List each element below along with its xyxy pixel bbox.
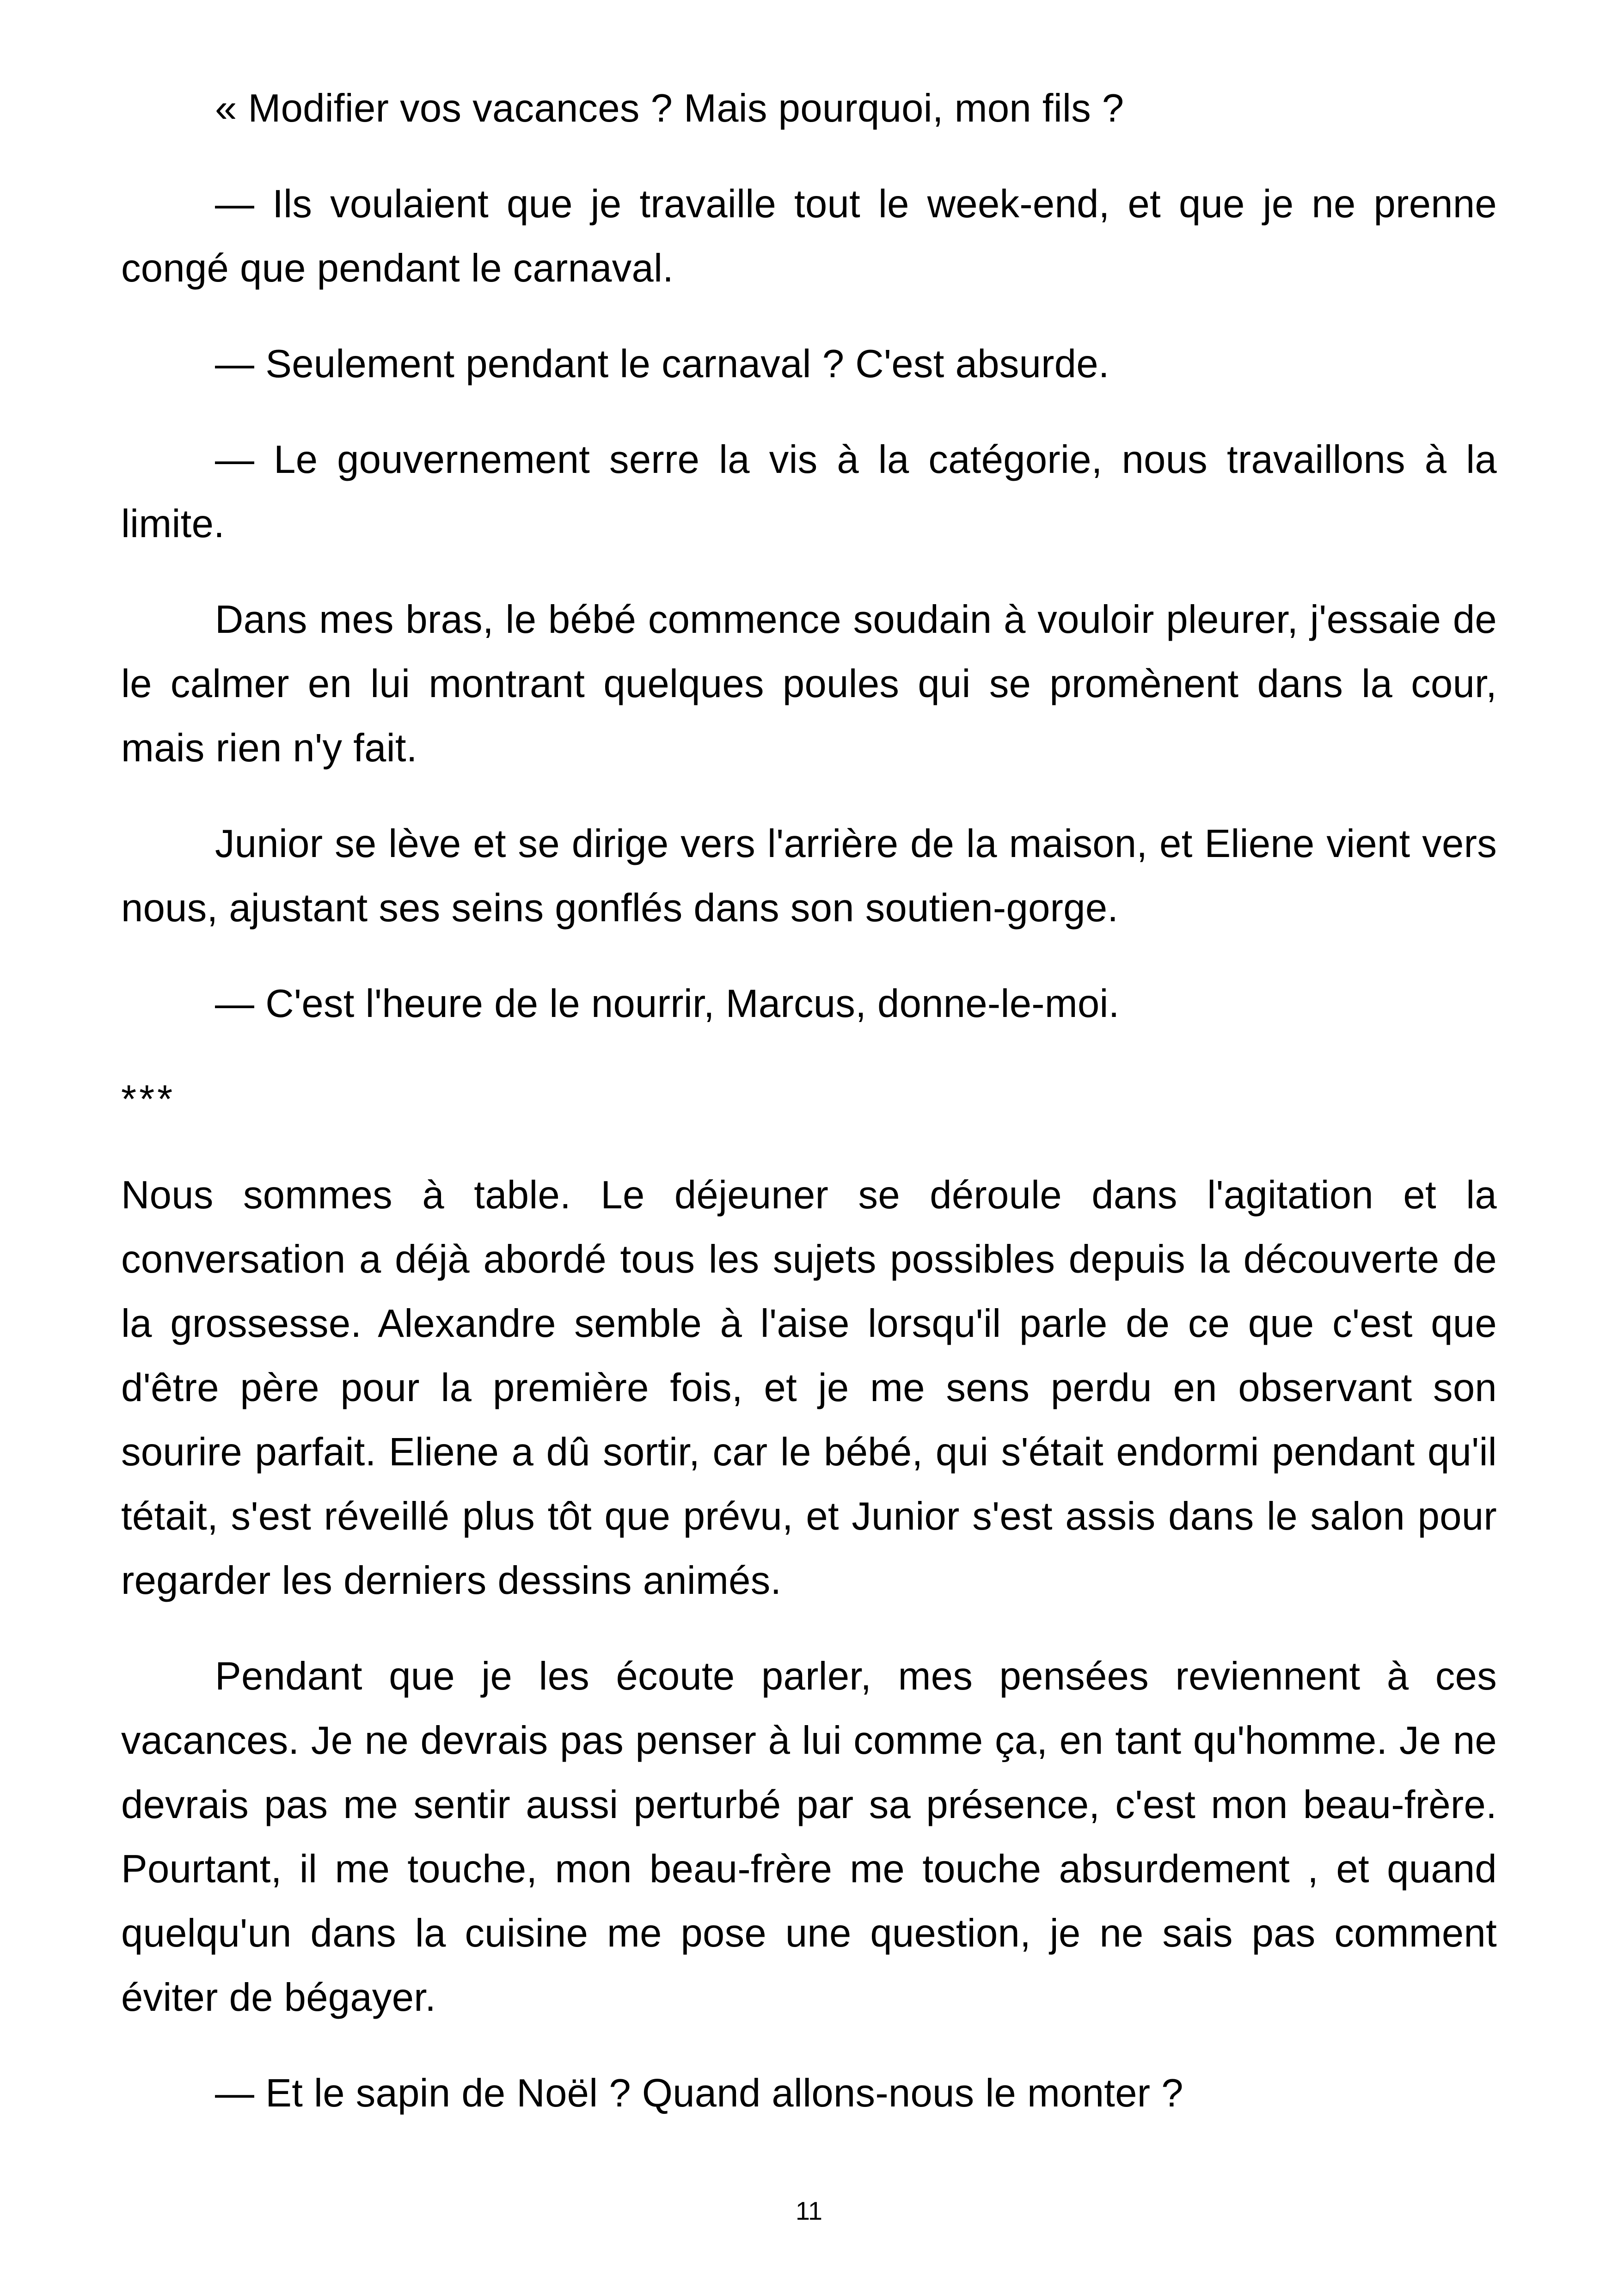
- scene-separator: ***: [121, 1078, 176, 1121]
- document-body: [121, 76, 1497, 2157]
- paragraph-dialogue: — C'est l'heure de le nourrir, Marcus, donne-le-moi.: [215, 982, 1120, 1026]
- paragraph-dialogue: — Le gouvernement serre la vis à la catégorie, nous travaillons à la limite.: [121, 438, 1497, 546]
- paragraph-dialogue: — Ils voulaient que je travaille tout le week-end, et que je ne prenne congé que pendant le carnaval.: [121, 182, 1497, 290]
- paragraph-narration: Dans mes bras, le bébé commence soudain à vouloir pleurer, j'essaie de le calmer en lui montrant quelques poules qui se promènent dans la cour, mais rien n'y fait.: [121, 598, 1497, 770]
- paragraph-narration: Pendant que je les écoute parler, mes pensées reviennent à ces vacances. Je ne devrais pas penser à lui comme ça, en tant qu'homme. Je ne devrais pas me sentir aussi perturbé par sa présence, c'est mon beau-frère. Pourtant, il me touche, mon beau-frère me touche absurdement , et quand quelqu'un dans la cuisine me pose une question, je ne sais pas comment éviter de bégayer.: [121, 1654, 1497, 2020]
- paragraph-dialogue: « Modifier vos vacances ? Mais pourquoi, mon fils ?: [215, 86, 1124, 130]
- paragraph-dialogue: — Et le sapin de Noël ? Quand allons-nous le monter ?: [215, 2071, 1183, 2115]
- paragraph-dialogue: — Seulement pendant le carnaval ? C'est absurde.: [215, 342, 1109, 386]
- paragraph-narration: Junior se lève et se dirige vers l'arrière de la maison, et Eliene vient vers nous, ajustant ses seins gonflés dans son soutien-gorge.: [121, 822, 1497, 930]
- paragraph-narration: Nous sommes à table. Le déjeuner se déroule dans l'agitation et la conversation a déjà abordé tous les sujets possibles depuis la découverte de la grossesse. Alexandre semble à l'aise lorsqu'il parle de ce que c'est que d'être père pour la première fois, et je me sens perdu en observant son sourire parfait. Eliene a dû sortir, car le bébé, qui s'était endormi pendant qu'il tétait, s'est réveillé plus tôt que prévu, et Junior s'est assis dans le salon pour regarder les derniers dessins animés.: [121, 1173, 1497, 1603]
- page-number: 11: [795, 2196, 823, 2225]
